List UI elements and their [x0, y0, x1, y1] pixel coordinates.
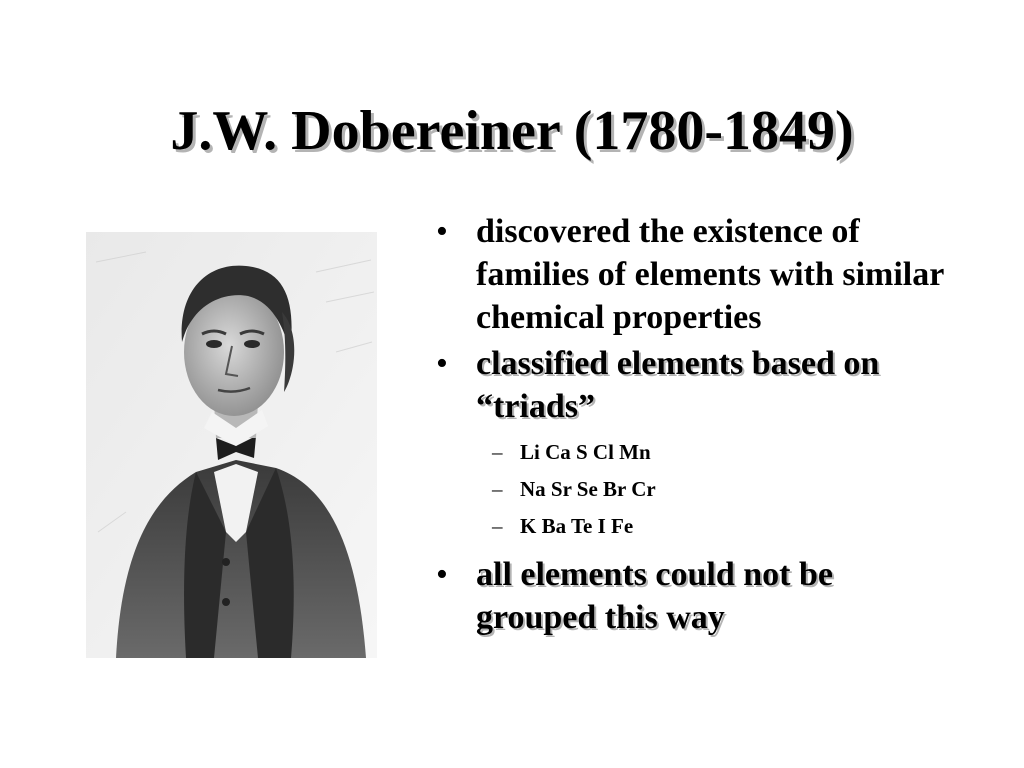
bullet-marker: • [436, 556, 448, 593]
portrait-engraving-icon [86, 232, 377, 658]
bullet-marker: • [436, 345, 448, 382]
bullet-item [430, 553, 990, 639]
bullet-list [430, 210, 990, 642]
portrait-image [86, 232, 377, 658]
bullet-marker: • [436, 213, 448, 250]
sub-bullet-marker: – [492, 477, 503, 501]
bullet-text: all elements could not be grouped this way [476, 556, 833, 636]
sub-bullet-text: Na Sr Se Br Cr [520, 477, 656, 501]
sub-bullet-item [476, 471, 990, 508]
sub-bullet-list [476, 434, 990, 545]
sub-bullet-marker: – [492, 514, 503, 538]
sub-bullet-text: Li Ca S Cl Mn [520, 440, 651, 464]
bullet-item [430, 342, 990, 545]
sub-bullet-marker: – [492, 440, 503, 464]
sub-bullet-item [476, 434, 990, 471]
sub-bullet-text: K Ba Te I Fe [520, 514, 634, 538]
sub-bullet-item [476, 508, 990, 545]
slide-title: J.W. Dobereiner (1780-1849) [170, 100, 854, 162]
bullet-item [430, 210, 990, 339]
bullet-text: discovered the existence of families of elements with similar chemical properties [476, 213, 944, 336]
bullet-text: classified elements based on “triads” [476, 345, 880, 425]
